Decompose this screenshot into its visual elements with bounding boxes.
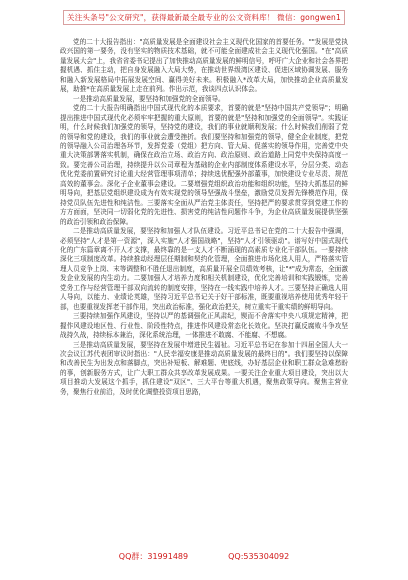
paragraph-intro: 党的二十大报告指出："高质量发展是全面建设社会主义现代化国家的首要任务。""发展是党执政兴国的第一要务，没有坚实的物质技术基础，就不可能全面建成社会主义现代化强国。"在"高质量发展大会"上，我省省委书记提出了加快推动高质量发展的鲜明信号，呼吁广大企业和社会各界把握机遇、抓住主动，把自身发展融入大局大势，在推动世界级湾区建设、促进区域协调发展、服务和融入新发展格局中拓展发展空间、赢得美好未来。积极融入*改革大局，加快推动企业高质量发展，助推*在高质量发展上走在前列。作出示范，我谈四点认识体会。 (60, 38, 348, 94)
footer-qq-group: QQ群：31991489 (118, 552, 189, 561)
paragraph-section-2-cont: 三要持续加强作风建设，坚持以严的基调强化正风肃纪，锲而不舍落实中央八项规定精神，把握作风建设地区性、行业性、阶段性特点，推进作风建设常态化长效化。坚决打赢反腐败斗争攻坚战持久战，持续标本兼治，深化系统治理，一体推进不敢腐、不能腐、不想腐。 (60, 312, 348, 340)
page-footer (0, 550, 408, 564)
paragraph-section-2: 二是推动高质量发展，要坚持和加强人才队伍建设。习近平总书记在党的二十大报告中强调，必须坚持"人才是第一资源"，深入实施"人才强国战略"，坚持"人才引领驱动"。谱写好中国式现代化的广东篇章离不开人才支撑，最终靠的是一支人才不断涌现的高素质专业化干部队伍。一要持续深化三项制度改革。持续推动经理层任期制和契约化管理，全面推进市场化选人用人，严格落实管理人员竞争上岗、末等调整和不胜任退出制度，高质量开展全员绩效考核，让"*"成为常态，全面激发企业发展的内生动力。二要加强人才培养力度和相关机制建设，优化完善培训和实践锻炼，完善党务工作与经营管理干部双向流转的制度安排，坚持在一线实践中培养人才。三要坚持正确选人用人导向，以能力、业绩论英雄，坚持习近平总书记关于好干部标准，既要重视培养使用优秀年轻干部，也要重视发挥老干部作用，突出政治标准，强化政治把关，树立重实干重实绩的鲜明导向。 (60, 227, 348, 311)
document-body (60, 38, 348, 546)
top-banner: 关注头条号"公文研究"，获得最新最全最专业的公文资料库！ 微信：gongwen1 (63, 10, 345, 25)
footer-qq-id: QQ:535304092 (228, 552, 290, 561)
paragraph-section-1: 党的二十大报告明确指出中国式现代化的本质要求，首要的就是"坚持中国共产党领导"；明确提出推进中国式现代化必须牢牢把握的重大原则，首要的就是"坚持和加强党的全面领导"。实践证明，什么时候我们加强党的领导，坚持党的建设，我们的事业就顺利发展；什么时候我们削弱了党的领导和党的建设，我们的事业就会遭受挫折。我们要坚持和加强党的领导，健全企业制度，把党的领导融入公司治理各环节，发挥党委（党组）把方向、管大局、促落实的领导作用，完善党中央重大决策部署落实机制，确保在政治立场、政治方向、政治原则、政治道路上同党中央保持高度一致。要完善公司治理，持续提升以公司章程为基础的企业内部制度体系建设水平，分层分类、动态优化党委前置研究讨论重大经营管理事项清单；持续选优配强外部董事，加快建设专业尽责、规范高效的董事会。深化子企业董事会建设。二要增强党组织政治功能和组织功能，坚持大抓基层的鲜明导向，把基层党组织建设成为有效实现党的领导坚强战斗堡垒，激励党员发挥先锋模范作用，保持党员队伍先进性和纯洁性。三要落实全面从严治党主体责任，坚持把严的要求贯穿到党建工作的方方面面，坚决同一切弱化党的先进性、损害党的纯洁性问题作斗争，为企业高质量发展提供坚强的政治引领和政治保障。 (60, 104, 348, 226)
section-heading-1: 一是推动高质量发展，要坚持和加强党的全面领导。 (73, 94, 225, 103)
paragraph-section-3: 三是推动高质量发展，要坚持在发展中增进民生福祉。习近平总书记在参加十四届全国人大一次会议江苏代表团审议时指出："人民幸福安康是推动高质量发展的最终目的"。我们要坚持以保障和改善民生为出发点和落脚点，突出补短板、解难题、兜底线，办好基层企业和职工群众急难愁盼的事，创新服务方式，让广大职工群众共享改革发展成果。一要关注企业重大项目建设，突出以大项目推动大发展这个抓手，抓住建设"双区"、三大平台等重大机遇，聚焦政策导向。聚焦主营业务，聚焦行业前沿，及时优化调整投资项目思路， (60, 340, 348, 396)
